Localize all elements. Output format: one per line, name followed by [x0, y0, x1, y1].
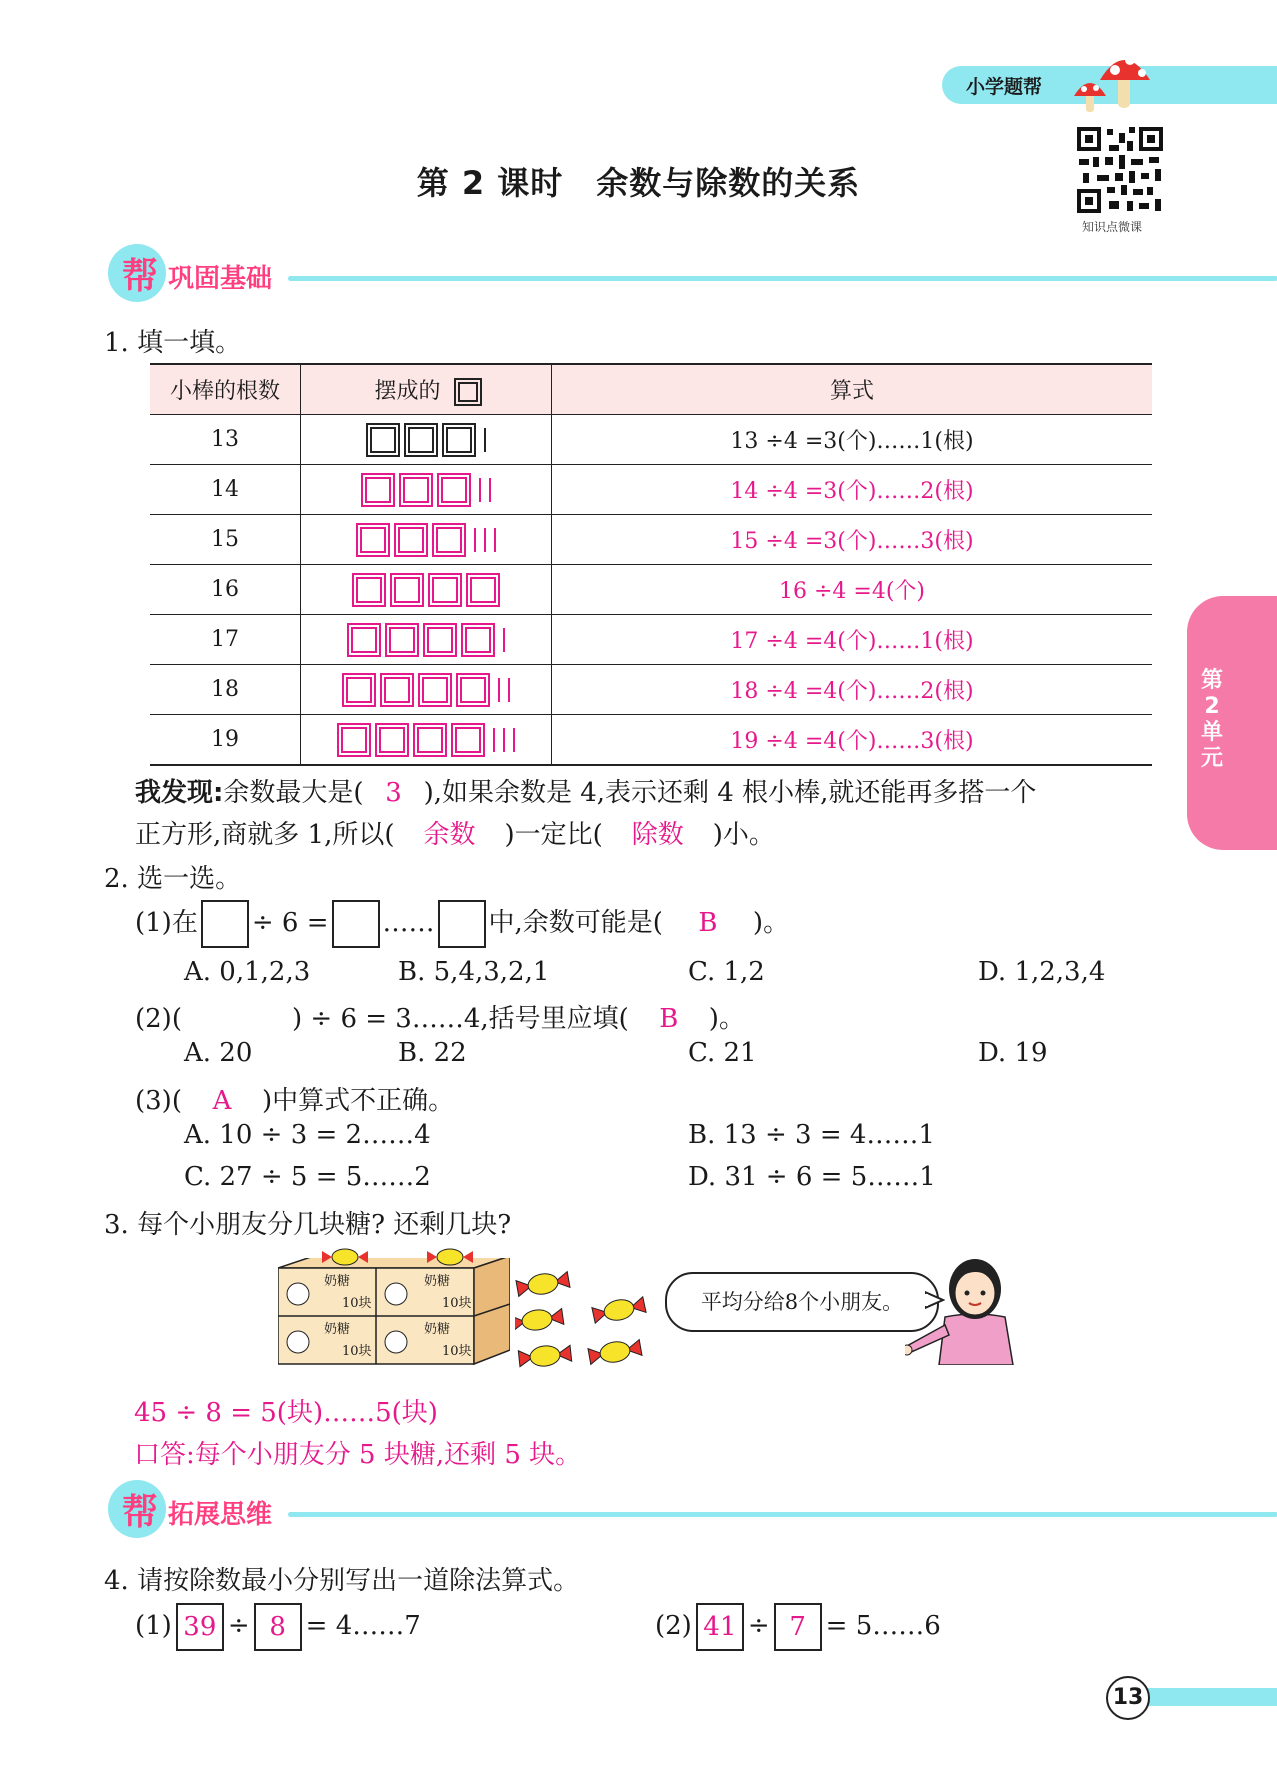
- page-number: 13: [1106, 1676, 1150, 1720]
- stick-square-icon: [470, 577, 496, 603]
- q4-result: = 5……6: [825, 1611, 941, 1641]
- answer-remainder: 余数: [423, 820, 476, 850]
- square-icon: [458, 382, 478, 402]
- answer-dividend-2: 41: [696, 1603, 744, 1651]
- square-group: [351, 627, 501, 653]
- box-count: 10块: [342, 1344, 372, 1359]
- answer-q2-2: B: [659, 1004, 679, 1034]
- stick-square-icon: [370, 427, 396, 453]
- stick-square-icon: [417, 727, 443, 753]
- section-divider: [288, 1512, 1277, 1517]
- q2-text: )中算式不正确。: [261, 1086, 455, 1116]
- square-group: [346, 677, 506, 703]
- q4-part-2: [655, 1603, 941, 1651]
- question-1-label: 1. 填一填。: [104, 328, 242, 358]
- finding-label: 我发现:: [135, 778, 224, 808]
- q3-answer-expression: 45 ÷ 8 = 5(块)……5(块): [134, 1398, 438, 1428]
- box-stack-icon: [278, 1258, 510, 1368]
- stick-square-icon: [408, 427, 434, 453]
- q2-text: 中,余数可能是(: [488, 908, 663, 938]
- formula-cell: 19 ÷4 =4(个)……3(根): [552, 715, 1153, 766]
- box-label: 奶糖: [324, 1274, 351, 1289]
- page-number-bar: [1130, 1688, 1277, 1706]
- squares-cell: [301, 465, 552, 515]
- candy-boxes-illustration: [278, 1258, 510, 1368]
- q4-part-1: [135, 1603, 421, 1651]
- question-2-label: 2. 选一选。: [104, 864, 242, 894]
- stick-count-cell: 14: [150, 465, 301, 515]
- question-3-label: 3. 每个小朋友分几块糖? 还剩几块?: [104, 1210, 512, 1240]
- division-sign: ÷: [747, 1611, 770, 1641]
- q2-2-option-d: D. 19: [978, 1038, 1048, 1068]
- finding-text: )小。: [712, 820, 775, 850]
- q2-part-2: [135, 998, 745, 1035]
- squares-cell: [301, 565, 552, 615]
- box-count: 10块: [442, 1344, 472, 1359]
- formula-cell: 17 ÷4 =4(个)……1(根): [552, 615, 1153, 665]
- loose-candies-icon: [515, 1268, 655, 1378]
- stick-icon: [474, 528, 476, 552]
- q2-text: )。: [752, 908, 790, 938]
- stick-square-icon: [432, 577, 458, 603]
- q2-text: (2)(: [135, 1004, 182, 1034]
- stick-icon: [494, 528, 496, 552]
- blank-box: [332, 900, 380, 948]
- candy-icon: [425, 1247, 475, 1267]
- stick-icon: [503, 628, 505, 652]
- q2-3-option-b: B. 13 ÷ 3 = 4……1: [688, 1120, 935, 1150]
- blank-box: [438, 900, 486, 948]
- answer-max-remainder: 3: [385, 778, 402, 808]
- q2-3-option-d: D. 31 ÷ 6 = 5……1: [688, 1162, 936, 1192]
- page-title: 第 2 课时 余数与除数的关系: [416, 164, 861, 202]
- stick-count-cell: 15: [150, 515, 301, 565]
- speech-bubble: 平均分给8个小朋友。: [665, 1272, 939, 1332]
- stick-square-icon: [384, 677, 410, 703]
- stick-icon: [513, 728, 515, 752]
- mushroom-icon: [1060, 46, 1160, 116]
- girl-illustration-icon: [905, 1255, 1015, 1365]
- stick-square-icon: [356, 577, 382, 603]
- table-row: [150, 615, 1152, 665]
- stick-square-icon: [455, 727, 481, 753]
- table-row: [150, 515, 1152, 565]
- q2-1-option-a: A. 0,1,2,3: [184, 957, 311, 987]
- stick-count-cell: 13: [150, 415, 301, 465]
- stick-count-cell: 18: [150, 665, 301, 715]
- section-title: 巩固基础: [168, 264, 273, 294]
- q2-text: (1)在: [135, 908, 198, 938]
- stick-square-icon: [346, 677, 372, 703]
- stick-square-icon: [394, 577, 420, 603]
- q4-result: = 4……7: [305, 1611, 421, 1641]
- stick-icon: [508, 678, 510, 702]
- q2-text: ) ÷ 6 = 3……4,括号里应填(: [291, 1004, 629, 1034]
- q2-3-option-c: C. 27 ÷ 5 = 5……2: [184, 1162, 431, 1192]
- table-row: [150, 715, 1152, 766]
- candy-icon: [320, 1247, 370, 1267]
- square-group: [365, 477, 487, 503]
- division-sign: ÷: [227, 1611, 250, 1641]
- q2-text: )。: [708, 1004, 745, 1034]
- header-formed: [301, 364, 552, 415]
- stick-icon: [489, 478, 491, 502]
- section-heading-basic: [108, 244, 1208, 304]
- q2-2-option-b: B. 22: [398, 1038, 467, 1068]
- help-badge: 帮: [122, 256, 159, 297]
- section-divider: [288, 276, 1277, 281]
- q4-part-label: (2): [655, 1611, 692, 1641]
- stick-square-icon: [365, 477, 391, 503]
- box-label: 奶糖: [424, 1274, 451, 1289]
- stick-count-cell: 17: [150, 615, 301, 665]
- q2-2-option-c: C. 21: [688, 1038, 757, 1068]
- q2-1-option-b: B. 5,4,3,2,1: [398, 957, 550, 987]
- q3-answer-reply: 口答:每个小朋友分 5 块糖,还剩 5 块。: [134, 1440, 582, 1470]
- header-formed-label: 摆成的: [374, 379, 441, 404]
- box-label: 奶糖: [424, 1322, 451, 1337]
- formula-cell: 14 ÷4 =3(个)……2(根): [552, 465, 1153, 515]
- square-group: [370, 427, 482, 453]
- stick-square-icon: [436, 527, 462, 553]
- section-title: 拓展思维: [168, 1500, 273, 1530]
- stick-square-icon: [398, 527, 424, 553]
- formula-cell: 13 ÷4 =3(个)……1(根): [552, 415, 1153, 465]
- squares-cell: [301, 515, 552, 565]
- stick-square-icon: [379, 727, 405, 753]
- table-row: [150, 565, 1152, 615]
- stick-icon: [493, 728, 495, 752]
- stick-square-icon: [403, 477, 429, 503]
- stick-table: [150, 363, 1152, 766]
- answer-dividend-1: 39: [176, 1603, 224, 1651]
- answer-q2-1: B: [698, 908, 718, 938]
- square-group: [341, 727, 511, 753]
- q2-text: ……: [382, 908, 435, 938]
- stick-square-icon: [351, 627, 377, 653]
- square-group: [360, 527, 492, 553]
- answer-q2-3: A: [212, 1086, 232, 1116]
- box-label: 奶糖: [324, 1322, 351, 1337]
- blank-box: [201, 900, 249, 948]
- brand-name: 小学题帮: [966, 76, 1043, 98]
- q2-1-option-c: C. 1,2: [688, 957, 765, 987]
- table-row: [150, 665, 1152, 715]
- unit-label: 第2单元: [1200, 668, 1223, 771]
- finding-text: 余数最大是(: [223, 778, 364, 808]
- stick-square-icon: [360, 527, 386, 553]
- stick-square-icon: [389, 627, 415, 653]
- q2-part-3: [135, 1080, 454, 1117]
- q2-text: ÷ 6 =: [251, 908, 329, 938]
- stick-count-cell: 19: [150, 715, 301, 766]
- q4-part-label: (1): [135, 1611, 172, 1641]
- stick-square-icon: [465, 627, 491, 653]
- q2-1-option-d: D. 1,2,3,4: [978, 957, 1106, 987]
- finding-text: ),如果余数是 4,表示还剩 4 根小棒,就还能再多搭一个: [423, 778, 1037, 808]
- squares-cell: [301, 715, 552, 766]
- stick-square-icon: [441, 477, 467, 503]
- squares-cell: [301, 415, 552, 465]
- question-4-label: 4. 请按除数最小分别写出一道除法算式。: [104, 1566, 580, 1596]
- table-row: [150, 415, 1152, 465]
- stick-icon: [498, 678, 500, 702]
- box-count: 10块: [442, 1296, 472, 1311]
- stick-square-icon: [446, 427, 472, 453]
- finding-line-2: [135, 814, 775, 851]
- q2-2-option-a: A. 20: [184, 1038, 253, 1068]
- finding-line-1: [135, 772, 1036, 809]
- stick-square-icon: [460, 677, 486, 703]
- q2-text: (3)(: [135, 1086, 182, 1116]
- formula-cell: 18 ÷4 =4(个)……2(根): [552, 665, 1153, 715]
- stick-icon: [484, 428, 486, 452]
- stick-square-icon: [422, 677, 448, 703]
- answer-divisor: 除数: [631, 820, 684, 850]
- formula-cell: 16 ÷4 =4(个): [552, 565, 1153, 615]
- answer-divisor-1: 8: [254, 1603, 302, 1651]
- q2-part-1: [135, 900, 789, 948]
- stick-icon: [503, 728, 505, 752]
- header-stick-count: 小棒的根数: [150, 364, 301, 415]
- table-row: [150, 465, 1152, 515]
- formula-cell: 15 ÷4 =3(个)……3(根): [552, 515, 1153, 565]
- finding-text: )一定比(: [504, 820, 603, 850]
- box-count: 10块: [342, 1296, 372, 1311]
- qr-caption: 知识点微课: [1082, 220, 1143, 234]
- squares-cell: [301, 615, 552, 665]
- answer-divisor-2: 7: [774, 1603, 822, 1651]
- stick-square-icon: [427, 627, 453, 653]
- stick-count-cell: 16: [150, 565, 301, 615]
- section-heading-extend: [108, 1480, 1208, 1540]
- square-group: [356, 577, 496, 603]
- squares-cell: [301, 665, 552, 715]
- header-formula: 算式: [552, 364, 1153, 415]
- stick-icon: [479, 478, 481, 502]
- q2-3-option-a: A. 10 ÷ 3 = 2……4: [184, 1120, 431, 1150]
- stick-icon: [484, 528, 486, 552]
- help-badge: 帮: [122, 1492, 159, 1533]
- stick-square-icon: [341, 727, 367, 753]
- finding-text: 正方形,商就多 1,所以(: [135, 820, 395, 850]
